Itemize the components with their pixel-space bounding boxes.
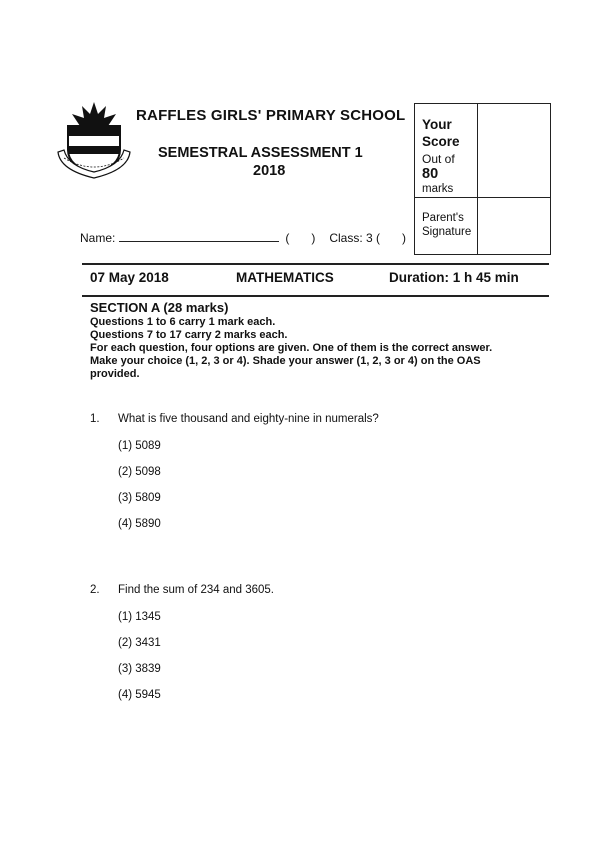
question-text: Find the sum of 234 and 3605. — [118, 584, 274, 596]
question-number: 2. — [90, 584, 100, 596]
class-paren-close: ) — [402, 231, 407, 245]
exam-duration: Duration: 1 h 45 min — [389, 270, 519, 285]
index-paren-open: ( — [285, 231, 290, 245]
school-name: RAFFLES GIRLS' PRIMARY SCHOOL — [136, 107, 406, 124]
answer-option: (1) 5089 — [118, 440, 161, 452]
answer-option: (1) 1345 — [118, 611, 161, 623]
instruction-line: Questions 7 to 17 carry 2 marks each. — [90, 329, 288, 341]
question-number: 1. — [90, 413, 100, 425]
score-label: Score — [422, 134, 460, 149]
index-paren-close: ) — [311, 231, 316, 245]
name-class-row — [80, 230, 406, 245]
exam-subject: MATHEMATICS — [236, 270, 334, 285]
total-marks: 80 — [422, 166, 439, 182]
instruction-line: Questions 1 to 6 carry 1 mark each. — [90, 316, 276, 328]
signature-label: Signature — [422, 226, 472, 238]
assessment-year: 2018 — [253, 163, 286, 179]
answer-option: (2) 5098 — [118, 466, 161, 478]
score-box — [414, 103, 551, 255]
class-label: Class: 3 ( — [329, 231, 381, 245]
answer-option: (4) 5890 — [118, 518, 161, 530]
marks-label: marks — [422, 183, 454, 195]
exam-date: 07 May 2018 — [90, 270, 169, 285]
name-label: Name: — [80, 231, 116, 245]
section-title: SECTION A (28 marks) — [90, 300, 229, 315]
answer-option: (3) 3839 — [118, 663, 161, 675]
answer-option: (4) 5945 — [118, 689, 161, 701]
bottom-rule — [82, 295, 549, 297]
instruction-line: For each question, four options are given. One of them is the correct answer. — [90, 342, 493, 354]
name-blank-line[interactable] — [119, 230, 279, 242]
score-your-label: Your — [422, 117, 452, 132]
question-text: What is five thousand and eighty-nine in numerals? — [118, 413, 379, 425]
parent-label: Parent's — [422, 212, 464, 224]
answer-option: (3) 5809 — [118, 492, 161, 504]
top-rule — [82, 263, 549, 265]
out-of-label: Out of — [422, 152, 455, 166]
school-crest-logo — [54, 100, 134, 180]
instruction-line: Make your choice (1, 2, 3 or 4). Shade your answer (1, 2, 3 or 4) on the OAS provided. — [90, 355, 481, 380]
assessment-title: SEMESTRAL ASSESSMENT 1 — [158, 145, 363, 161]
answer-option: (2) 3431 — [118, 637, 161, 649]
